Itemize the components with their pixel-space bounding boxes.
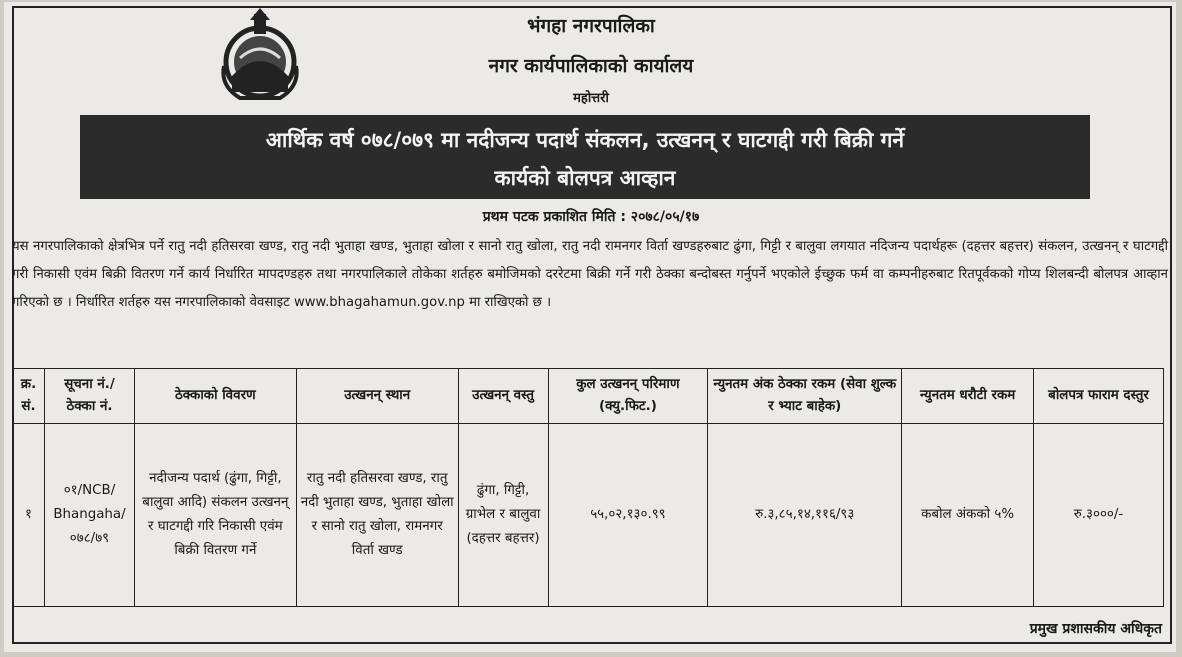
cell-quantity: ५५,०२,१३०.९९ (548, 424, 708, 607)
header-material: उत्खनन् वस्तु (458, 369, 548, 424)
cell-description: नदीजन्य पदार्थ (ढुंगा, गिट्टी, बालुवा आदि) संकलन उत्खनन् र घाटगद्दी गरि निकासी एवंम बिक्री वितरण गर्ने (134, 424, 296, 607)
header-notice-no: सूचना नं./ ठेक्का नं. (44, 369, 134, 424)
header-deposit: न्युनतम धरौटी रकम (902, 369, 1034, 424)
notice-paragraph: यस नगरपालिकाको क्षेत्रभित्र पर्ने रातु नदी हतिसरवा खण्ड, रातु नदी भुताहा खण्ड, भुताहा खोला र सानो रातु खोला, रातु नदी रामनगर विर्ता खण्डहरुबाट ढुंगा, गिट्टी र बालुवा लगयात नदिजन्य पदार्थहरू (दहत्तर बहत्तर) संकलन, उत्खनन् र घाटगद्दी गरी निकासी एवंम बिक्री वितरण गर्ने कार्य निर्धारित मापदण्डहरु तथा नगरपालिकाले तोकेका शर्तहरु बमोजिमको दररेटमा बिक्री गर्ने गरी ठेक्का बन्दोबस्त गर्नुपर्ने भएकोले ईच्छुक फर्म वा कम्पनीहरुबाट रितपूर्वकको गोप्य शिलबन्दी बोलपत्र आव्हान गरिएको छ । निर्धारित शर्तहरु यस नगरपालिकाको वेवसाइट www.bhagahamun.gov.np मा राखिएको छ । (12, 239, 1168, 310)
header-min-amount: न्युनतम अंक ठेक्का रकम (सेवा शुल्क र भ्याट बाहेक) (708, 369, 902, 424)
cell-sn: १ (13, 424, 45, 607)
header-sn: क्र. सं. (13, 369, 45, 424)
cell-min-amount: रु.३,८५,१४,११६/९३ (708, 424, 902, 607)
header-description: ठेक्काको विवरण (134, 369, 296, 424)
cell-location: रातु नदी हतिसरवा खण्ड, रातु नदी भुताहा खण्ड, भुताहा खोला र सानो रातु खोला, रामनगर विर्ता खण्ड (296, 424, 458, 607)
office-name: नगर कार्यपालिकाको कार्यालय (488, 55, 694, 77)
cell-form-fee: रु.३०००/- (1034, 424, 1164, 607)
district-name: महोत्तरी (573, 91, 609, 106)
tender-table (12, 368, 1164, 607)
cell-material: ढुंगा, गिट्टी, ग्राभेल र बालुवा (दहत्तर बहत्तर) (458, 424, 548, 607)
header-form-fee: बोलपत्र फाराम दस्तुर (1034, 369, 1164, 424)
cell-deposit: कबोल अंकको ५% (902, 424, 1034, 607)
banner-title-line1: आर्थिक वर्ष ०७८/०७९ मा नदीजन्य पदार्थ संकलन, उत्खनन् र घाटगद्दी गरी बिक्री गर्ने (265, 128, 905, 152)
header-location: उत्खनन् स्थान (296, 369, 458, 424)
table-header-row (13, 369, 1164, 424)
cell-notice-no: ०१/NCB/ Bhangaha/ ०७८/७९ (44, 424, 134, 607)
banner-title-line2: कार्यको बोलपत्र आव्हान (494, 166, 676, 190)
notice-body (12, 233, 1168, 317)
signature-title: प्रमुख प्रशासकीय अधिकृत (1029, 621, 1162, 637)
publication-date: प्रथम पटक प्रकाशित मिति : २०७८/०५/१७ (482, 209, 700, 225)
title-banner (80, 115, 1090, 199)
org-name: भंगहा नगरपालिका (527, 15, 655, 37)
table-row (13, 424, 1164, 607)
header-quantity: कुल उत्खनन् परिमाण (क्यु.फिट.) (548, 369, 708, 424)
